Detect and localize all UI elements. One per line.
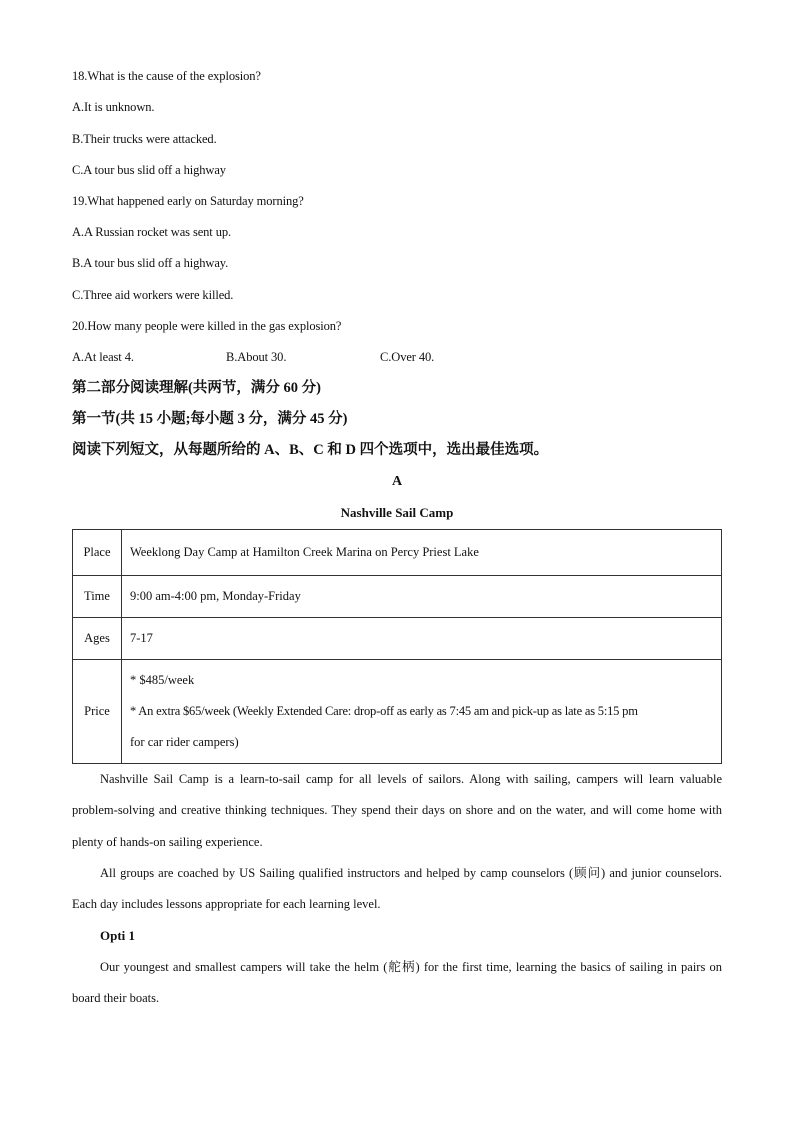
price-value: [122, 660, 722, 764]
place-value: Weeklong Day Camp at Hamilton Creek Marina on Percy Priest Lake: [122, 530, 722, 576]
ages-value: 7-17: [122, 618, 722, 660]
q19-option-b: B.A tour bus slid off a highway.: [72, 256, 229, 270]
part-title: 第二部分阅读理解(共两节，满分 60 分): [72, 380, 321, 396]
paragraph-opti1: Our youngest and smallest campers will take the helm (舵柄) for the first time, learning the basics of sailing in pairs on board their boats.: [72, 960, 722, 1006]
q20-stem: 20.How many people were killed in the gas explosion?: [72, 319, 342, 333]
table-row-ages: [73, 618, 722, 660]
price-label: Price: [73, 660, 122, 764]
q18-option-c: C.A tour bus slid off a highway: [72, 163, 226, 177]
place-label: Place: [73, 530, 122, 576]
q20-option-a: A.At least 4.: [72, 350, 134, 364]
q19-option-c: C.Three aid workers were killed.: [72, 288, 234, 302]
instruction: 阅读下列短文，从每题所给的 A、B、C 和 D 四个选项中，选出最佳选项。: [72, 442, 549, 458]
section-subtitle: 第一节(共 15 小题;每小题 3 分，满分 45 分): [72, 411, 348, 427]
passage-letter: A: [391, 474, 403, 489]
q18-option-a: A.It is unknown.: [72, 100, 155, 114]
q20-options: [72, 349, 434, 365]
price-line-1: * $485/week: [130, 673, 195, 687]
paragraph-coaching: All groups are coached by US Sailing qualified instructors and helped by camp counselors (顾问) and junior counselors. Each day includes lessons appropriate for each learning level.: [72, 866, 722, 912]
paragraph-intro: Nashville Sail Camp is a learn-to-sail camp for all levels of sailors. Along with sailing, campers will learn valuable problem-solving and creative thinking techniques. They spend their days on shore and on the water, and will come home with plenty of hands-on sailing experience.: [72, 772, 722, 849]
passage-title: Nashville Sail Camp: [340, 505, 454, 520]
time-label: Time: [73, 576, 122, 618]
price-line-2: * An extra $65/week (Weekly Extended Care: drop-off as early as 7:45 am and pick-up as late as 5:15 pm: [130, 704, 638, 718]
time-value: 9:00 am-4:00 pm, Monday-Friday: [122, 576, 722, 618]
camp-info-table: [72, 529, 722, 764]
subheading-opti1: Opti 1: [100, 928, 136, 943]
price-line-3: for car rider campers): [130, 735, 239, 749]
q20-option-c: C.Over 40.: [380, 350, 435, 364]
q19-stem: 19.What happened early on Saturday morning?: [72, 194, 304, 208]
q20-option-b: B.About 30.: [226, 350, 287, 364]
table-row-place: [73, 530, 722, 576]
q19-option-a: A.A Russian rocket was sent up.: [72, 225, 232, 239]
table-row-price: [73, 660, 722, 764]
ages-label: Ages: [73, 618, 122, 660]
q18-option-b: B.Their trucks were attacked.: [72, 132, 217, 146]
table-row-time: [73, 576, 722, 618]
q18-stem: 18.What is the cause of the explosion?: [72, 69, 261, 83]
